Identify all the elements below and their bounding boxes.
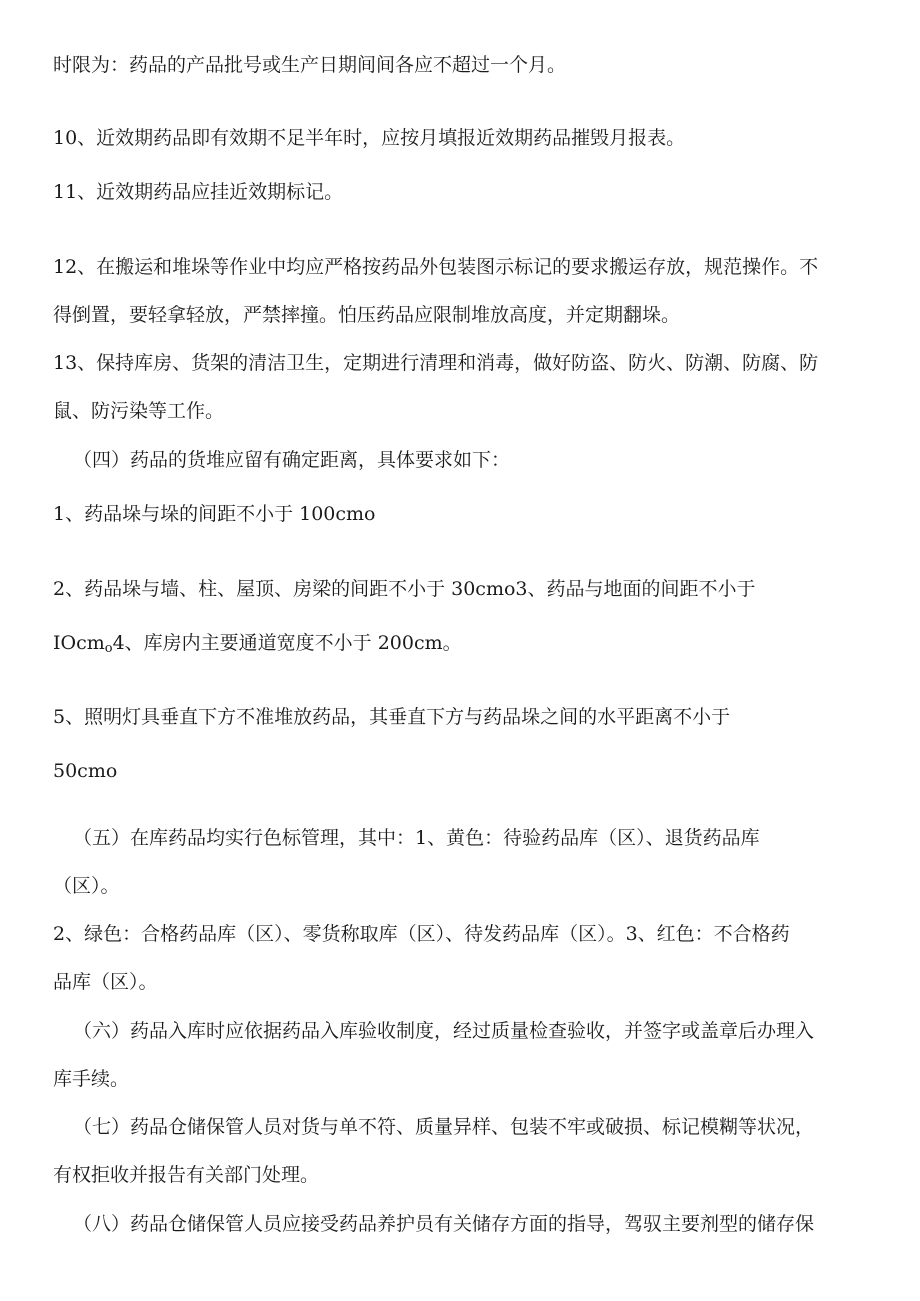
text-line-1: 时限为：药品的产品批号或生产日期间间各应不超过一个月。	[53, 54, 567, 76]
text-line-5: 得倒置，要轻拿轻放，严禁摔撞。怕压药品应限制堆放高度，并定期翻垛。	[53, 304, 681, 326]
text-line-11	[53, 629, 462, 657]
text-line-13: 50cmo	[53, 760, 118, 782]
text-line-11-b: 4、库房内主要通道宽度不小于 200cm。	[112, 632, 462, 654]
text-line-12: 5、照明灯具垂直下方不准堆放药品，其垂直下方与药品垛之间的水平距离不小于	[53, 706, 731, 728]
text-line-9: 1、药品垛与垛的间距不小于 100cmo	[53, 503, 376, 525]
text-line-4: 12、在搬运和堆垛等作业中均应严格按药品外包装图示标记的要求搬运存放，规范操作。不	[53, 256, 819, 278]
text-line-2: 10、近效期药品即有效期不足半年时，应按月填报近效期药品摧毁月报表。	[53, 127, 686, 149]
section-heading-7: （七）药品仓储保管人员对货与单不符、质量异样、包装不牢或破损、标记模糊等状况，	[73, 1116, 815, 1138]
text-line-11-sub: o	[104, 641, 113, 656]
section-heading-4: （四）药品的货堆应留有确定距离，具体要求如下：	[73, 449, 511, 471]
text-line-19: 库手续。	[53, 1068, 130, 1090]
text-line-10: 2、药品垛与墙、柱、屋顶、房梁的间距不小于 30cmo3、药品与地面的间距不小于	[53, 578, 756, 600]
text-line-11-a: IOcm	[53, 632, 105, 654]
text-line-3: 11、近效期药品应挂近效期标记。	[53, 181, 344, 203]
section-heading-5: （五）在库药品均实行色标管理，其中：1、黄色：待验药品库（区）、退货药品库	[73, 827, 760, 849]
section-heading-6: （六）药品入库时应依据药品入库验收制度，经过质量检查验收，并签字或盖章后办理入	[73, 1020, 815, 1042]
text-line-7: 鼠、防污染等工作。	[53, 400, 225, 422]
text-line-16: 2、绿色：合格药品库（区）、零货称取库（区）、待发药品库（区）。3、红色：不合格药	[53, 923, 790, 945]
text-line-17: 品库（区）。	[53, 971, 158, 993]
text-line-6: 13、保持库房、货架的清洁卫生，定期进行清理和消毒，做好防盗、防火、防潮、防腐、防	[53, 352, 819, 374]
section-heading-8: （八）药品仓储保管人员应接受药品养护员有关储存方面的指导，驾驭主要剂型的储存保	[73, 1213, 815, 1235]
text-line-21: 有权拒收并报告有关部门处理。	[53, 1164, 320, 1186]
text-line-15: （区）。	[53, 875, 120, 897]
